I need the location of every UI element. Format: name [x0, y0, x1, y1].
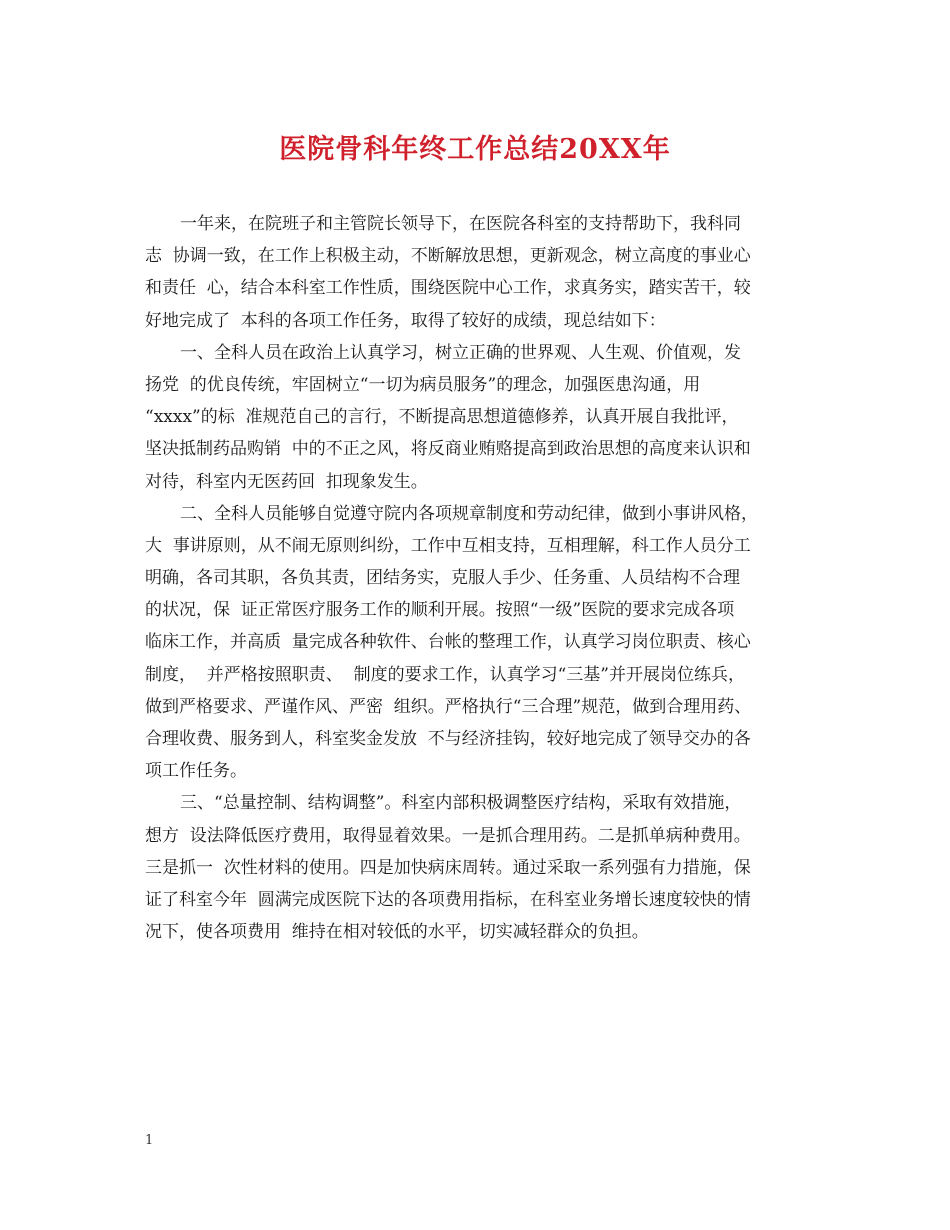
text-line: 一、全科人员在政治上认真学习，树立正确的世界观、人生观、价值观，发	[180, 342, 741, 363]
text-line: 项工作任务。	[145, 761, 247, 782]
document-body	[145, 208, 813, 948]
text-line: 二、全科人员能够自觉遵守院内各项规章制度和劳动纪律，做到小事讲风格，	[180, 503, 758, 524]
text-line: 明确，各司其职，各负其责，团结务实，克服人手少、任务重、人员结构不合理	[145, 568, 740, 589]
document-title: 医院骨科年终工作总结20XX年	[279, 134, 671, 165]
page-number: 1	[145, 1133, 154, 1148]
text-line: 大 事讲原则，从不闹无原则纠纷，工作中互相支持，互相理解，科工作人员分工	[145, 535, 751, 556]
text-line: 临床工作，并高质 量完成各种软件、台帐的整理工作，认真学习岗位职责、核心	[145, 632, 751, 653]
text-line: “xxxx”的标 准规范自己的言行，不断提高思想道德修养，认真开展自我批评，	[145, 407, 739, 428]
text-line: 志 协调一致，在工作上积极主动，不断解放思想，更新观念，树立高度的事业心	[145, 246, 751, 267]
text-line: 的状况，保 证正常医疗服务工作的顺利开展。按照“一级”医院的要求完成各项	[145, 600, 735, 621]
text-line: 扬党 的优良传统，牢固树立“一切为病员服务”的理念，加强医患沟通，用	[145, 374, 701, 395]
text-line: 三是抓一 次性材料的使用。四是加快病床周转。通过采取一系列强有力措施，保	[145, 857, 751, 878]
text-line: 对待，科室内无医药回 扣现象发生。	[145, 471, 428, 492]
text-line: 三、“总量控制、结构调整”。科室内部积极调整医疗结构，采取有效措施，	[180, 793, 742, 814]
text-line: 好地完成了 本科的各项工作任务，取得了较好的成绩，现总结如下：	[145, 310, 666, 331]
text-line: 况下，使各项费用 维持在相对较低的水平，切实减轻群众的负担。	[145, 922, 649, 943]
text-line: 坚决抵制药品购销 中的不正之风，将反商业贿赂提高到政治思想的高度来认识和	[145, 439, 751, 460]
text-line: 做到严格要求、严谨作风、严密 组织。严格执行“三合理”规范，做到合理用药、	[145, 696, 752, 717]
text-line: 和责任 心，结合本科室工作性质，围绕医院中心工作，求真务实，踏实苦干，较	[145, 278, 751, 299]
text-line: 证了科室今年 圆满完成医院下达的各项费用指标，在科室业务增长速度较快的情	[145, 889, 751, 910]
text-line: 想方 设法降低医疗费用，取得显着效果。一是抓合理用药。二是抓单病种费用。	[145, 825, 751, 846]
text-line: 制度， 并严格按照职责、 制度的要求工作，认真学习“三基”并开展岗位练兵，	[145, 664, 745, 685]
text-line: 合理收费、服务到人，科室奖金发放 不与经济挂钩，较好地完成了领导交办的各	[145, 729, 751, 749]
text-line: 一年来，在院班子和主管院长领导下，在医院各科室的支持帮助下，我科同	[180, 214, 741, 234]
